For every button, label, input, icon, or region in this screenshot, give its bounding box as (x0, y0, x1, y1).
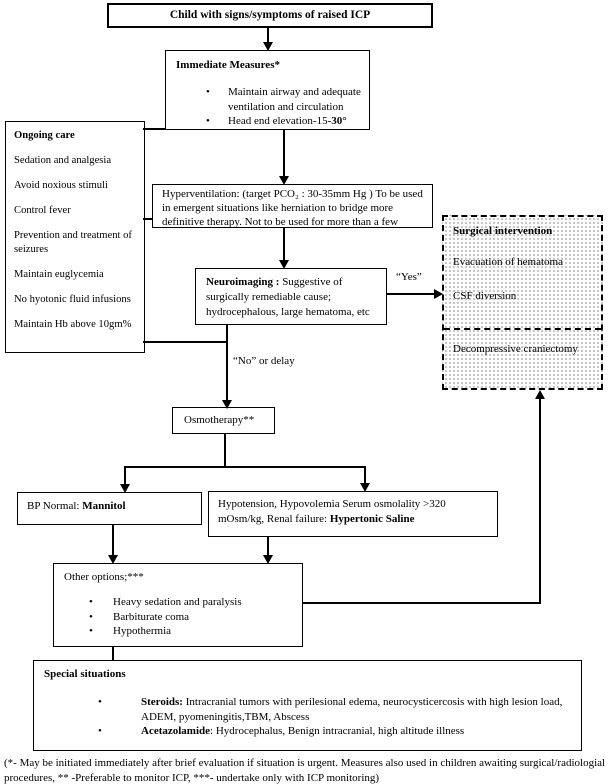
ongoing-care-title: Ongoing care (14, 130, 75, 141)
connector-hyperventilation-to-neuroimaging (283, 228, 285, 260)
no-delay-edge-label: “No” or delay (233, 355, 295, 367)
connector-other-to-surgical-vertical (539, 398, 541, 604)
ongoing-care-item: Maintain euglycemia (14, 268, 104, 280)
special-situations-title: Special situations (44, 668, 126, 680)
other-options-box (53, 563, 303, 647)
connector-saline-to-other (267, 537, 269, 555)
connector-ongoing-to-immediate (143, 128, 165, 130)
arrowhead-right-icon (434, 289, 443, 299)
surgical-item: CSF diversion (453, 289, 517, 302)
footnote: (*- May be initiated immediately after brief evaluation if situation is urgent. Measures also used in children awaiting surgical/radiologial procedures, ** -Preferable to monitor ICP, ***- undertake only with ICP monitoring) (4, 757, 606, 784)
ongoing-care-item: Control fever (14, 205, 71, 217)
hypotension-text: Hypotension, Hypovolemia Serum osmolality >320 mOsm/kg, Renal failure: (218, 498, 446, 525)
list-item: • Acetazolamide: Hydrocephalus, Benign intracranial, high altitude illness (98, 724, 581, 739)
neuroimaging-lead: Neuroimaging : (206, 276, 280, 288)
arrowhead-down-icon (360, 483, 370, 492)
ongoing-care-box (5, 121, 145, 353)
arrowhead-down-icon (279, 176, 289, 185)
osmotherapy-label: Osmotherapy** (184, 414, 255, 427)
connector-other-to-special (112, 647, 114, 660)
connector-immediate-to-hyperventilation (283, 130, 285, 176)
arrowhead-down-icon (263, 42, 273, 51)
hyperventilation-box (152, 184, 433, 228)
immediate-measures-list (206, 85, 361, 129)
list-item: • Head end elevation-15-30° (206, 114, 378, 129)
connector-osmotherapy-stem (224, 433, 226, 466)
arrowhead-down-icon (279, 260, 289, 269)
connector-split-to-mannitol (124, 466, 126, 484)
neuroimaging-box (195, 268, 387, 325)
start-node (107, 3, 433, 28)
connector-mannitol-to-other (112, 525, 114, 555)
mannitol-label: Mannitol (82, 500, 126, 512)
surgical-lower-section (444, 330, 601, 356)
hyperventilation-text: Hyperventilation: (target PCO₂ : 30-35mm Hg ) To be used in emergent situations like herniation to bridge more definitive therapy. Not to be used for more than a few (162, 188, 423, 228)
arrowhead-down-icon (222, 400, 232, 409)
arrowhead-down-icon (120, 484, 130, 493)
connector-osmotherapy-split (124, 466, 366, 468)
connector-split-to-saline (364, 466, 366, 483)
connector-no-to-osmotherapy (226, 325, 228, 400)
special-situations-box (33, 660, 582, 751)
yes-edge-label: “Yes” (396, 271, 422, 283)
list-item: • Maintain airway and adequate ventilation and circulation (206, 85, 378, 114)
surgical-item: Decompressive craniectomy (453, 343, 578, 355)
ongoing-care-item: Sedation and analgesia (14, 155, 112, 167)
hypertonic-saline-box (208, 491, 498, 537)
neuroimaging-text: Suggestive of surgically remediable cause; hydrocephalous, large hematoma, etc (206, 276, 370, 319)
surgical-upper-section (444, 217, 601, 330)
ongoing-care-item: No hyotonic fluid infusions (14, 293, 131, 305)
arrowhead-up-icon (535, 390, 545, 399)
start-label: Child with signs/symptoms of raised ICP (169, 9, 371, 22)
connector-start-to-immediate (267, 28, 269, 43)
bp-normal-mannitol-box (17, 492, 202, 525)
osmotherapy-box (172, 407, 275, 434)
connector-ongoing-to-hyperventilation (143, 218, 152, 220)
bp-normal-text: BP Normal: (27, 500, 83, 512)
list-item: • Steroids: Intracranial tumors with perilesional edema, neurocysticercosis with high lesion load, ADEM, pyomeningitis,TBM, Abscess (98, 695, 581, 724)
connector-other-to-surgical-horizontal (303, 602, 541, 604)
ongoing-care-item: Avoid noxious stimuli (14, 180, 108, 192)
arrowhead-down-icon (263, 555, 273, 564)
hypertonic-saline-label: Hypertonic Saline (329, 512, 415, 525)
connector-yes-to-surgical (387, 293, 434, 295)
other-options-title: Other options;*** (64, 571, 144, 583)
ongoing-care-item: Maintain Hb above 10gm% (14, 318, 132, 330)
connector-ongoing-to-no-line (143, 341, 226, 343)
other-options-list (89, 595, 296, 639)
special-situations-list (98, 695, 573, 739)
surgical-item: Evacuation of hematoma (453, 256, 563, 269)
surgical-intervention-box (442, 215, 603, 390)
immediate-measures-title: Immediate Measures* (176, 59, 280, 71)
list-item: • Barbiturate coma (89, 610, 296, 625)
arrowhead-down-icon (108, 555, 118, 564)
ongoing-care-item: Prevention and treatment of seizures (14, 230, 132, 255)
surgical-title: Surgical intervention (453, 225, 553, 237)
list-item: • Heavy sedation and paralysis (89, 595, 296, 610)
list-item: • Hypothermia (89, 624, 296, 639)
immediate-measures-box (165, 50, 370, 130)
